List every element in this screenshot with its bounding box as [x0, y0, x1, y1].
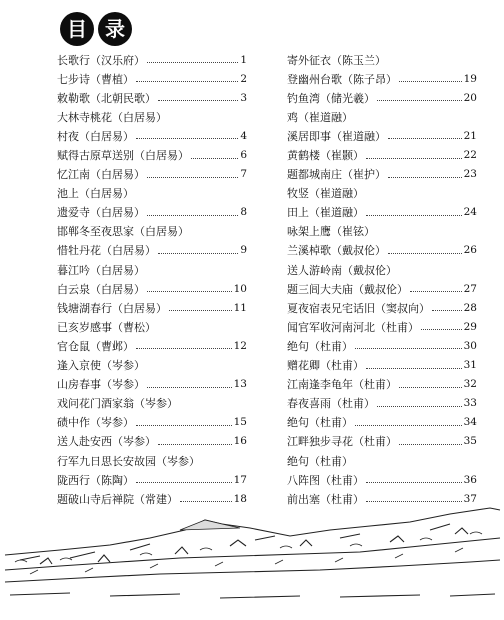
- toc-entry-title: 登幽州台歌（陈子昂）: [287, 72, 397, 86]
- toc-dot-leader: [147, 177, 238, 178]
- toc-entry: [57, 50, 247, 69]
- toc-dot-leader: [355, 425, 462, 426]
- toc-entry-page: 4: [240, 129, 247, 142]
- toc-entry: [57, 356, 247, 375]
- toc-entry-title: 敕勒歌（北朝民歌）: [57, 91, 156, 105]
- toc-entry: [57, 470, 247, 489]
- toc-entry-page: 19: [463, 72, 477, 85]
- toc-dot-leader: [366, 158, 462, 159]
- toc-dot-leader: [410, 291, 462, 292]
- toc-entry: [57, 279, 247, 298]
- toc-dot-leader: [432, 310, 462, 311]
- toc-entry-title: 寄外征衣（陈玉兰）: [287, 53, 386, 67]
- toc-entry-title: 田上（崔道融）: [287, 206, 364, 220]
- toc-entry-title: 行军九日思长安故园（岑参）: [57, 454, 200, 468]
- toc-entry-title: 绝句（杜甫）: [287, 454, 353, 468]
- toc-entry-page: 36: [463, 473, 477, 486]
- toc-dot-leader: [136, 425, 232, 426]
- toc-entry-page: 37: [463, 492, 477, 505]
- toc-entry-page: 3: [240, 91, 247, 104]
- toc-entry-title: 遗爱寺（白居易）: [57, 206, 145, 220]
- toc-entry: [287, 317, 477, 336]
- toc-entry: [287, 470, 477, 489]
- toc-entry: [287, 203, 477, 222]
- toc-entry: [57, 184, 247, 203]
- toc-column-left: [57, 50, 247, 508]
- toc-entry-title: 已亥岁感事（曹松）: [57, 320, 156, 334]
- toc-entry-title: 戏问花门酒家翁（岑参）: [57, 397, 178, 411]
- toc-entry-title: 赠花卿（杜甫）: [287, 359, 364, 373]
- toc-entry-title: 逢入京使（岑参）: [57, 359, 145, 373]
- toc-dot-leader: [147, 215, 238, 216]
- toc-entry: [287, 88, 477, 107]
- toc-entry-title: 江南逢李龟年（杜甫）: [287, 378, 397, 392]
- toc-entry-page: 31: [463, 359, 477, 372]
- toc-entry-title: 溪居即事（崔道融）: [287, 129, 386, 143]
- toc-entry: [287, 165, 477, 184]
- toc-entry-title: 忆江南（白居易）: [57, 168, 145, 182]
- toc-entry-page: 30: [463, 339, 477, 352]
- toc-entry-page: 33: [463, 397, 477, 410]
- heading-char-lu: 录: [98, 12, 132, 46]
- toc-dot-leader: [136, 81, 238, 82]
- toc-entry: [287, 413, 477, 432]
- toc-entry: [57, 413, 247, 432]
- toc-entry: [287, 356, 477, 375]
- toc-entry-page: 15: [233, 416, 247, 429]
- toc-entry-page: 34: [463, 416, 477, 429]
- toc-entry-page: 8: [240, 206, 247, 219]
- toc-entry-page: 32: [463, 378, 477, 391]
- toc-dot-leader: [366, 215, 462, 216]
- toc-entry-page: 27: [463, 282, 477, 295]
- toc-entry-page: 7: [240, 168, 247, 181]
- toc-entry: [57, 165, 247, 184]
- toc-entry-page: 6: [240, 149, 247, 162]
- toc-entry: [287, 375, 477, 394]
- toc-entry: [287, 336, 477, 355]
- toc-entry-title: 题破山寺后禅院（常建）: [57, 492, 178, 506]
- toc-dot-leader: [366, 482, 462, 483]
- toc-dot-leader: [136, 348, 232, 349]
- toc-entry-title: 山房春事（岑参）: [57, 378, 145, 392]
- toc-dot-leader: [136, 482, 232, 483]
- toc-dot-leader: [366, 368, 462, 369]
- toc-heading: [60, 12, 132, 46]
- toc-entry-title: 春夜喜雨（杜甫）: [287, 397, 375, 411]
- toc-entry-title: 碛中作（岑参）: [57, 416, 134, 430]
- toc-entry-page: 10: [233, 282, 247, 295]
- toc-entry-title: 陇西行（陈陶）: [57, 473, 134, 487]
- toc-entry-page: 11: [233, 301, 247, 314]
- toc-entry-title: 八阵图（杜甫）: [287, 473, 364, 487]
- toc-entry-title: 赋得古原草送别（白居易）: [57, 149, 189, 163]
- toc-entry: [57, 145, 247, 164]
- toc-entry: [57, 222, 247, 241]
- toc-entry: [57, 317, 247, 336]
- toc-entry-page: 29: [463, 320, 477, 333]
- toc-entry: [287, 50, 477, 69]
- toc-dot-leader: [169, 310, 232, 311]
- toc-dot-leader: [147, 62, 238, 63]
- toc-entry: [287, 107, 477, 126]
- toc-dot-leader: [388, 138, 462, 139]
- toc-entry-title: 夏夜宿表兄宅话旧（窦叔向）: [287, 301, 430, 315]
- toc-entry-title: 题三闾大夫庙（戴叔伦）: [287, 282, 408, 296]
- toc-entry: [57, 69, 247, 88]
- toc-entry-title: 钓鱼湾（储光羲）: [287, 91, 375, 105]
- toc-entry-title: 鸡（崔道融）: [287, 110, 353, 124]
- toc-entry-page: 1: [240, 53, 247, 66]
- toc-entry-title: 咏架上鹰（崔铉）: [287, 225, 375, 239]
- toc-entry-title: 江畔独步寻花（杜甫）: [287, 435, 397, 449]
- toc-entry-page: 21: [463, 129, 477, 142]
- toc-entry-title: 送人游岭南（戴叔伦）: [287, 263, 397, 277]
- toc-entry: [57, 88, 247, 107]
- toc-entry-title: 村夜（白居易）: [57, 129, 134, 143]
- toc-entry: [287, 184, 477, 203]
- toc-entry-title: 惜牡丹花（白居易）: [57, 244, 156, 258]
- toc-entry-title: 牧竖（崔道融）: [287, 187, 364, 201]
- toc-entry: [57, 432, 247, 451]
- toc-dot-leader: [158, 100, 238, 101]
- toc-entry: [57, 260, 247, 279]
- toc-entry-title: 七步诗（曹植）: [57, 72, 134, 86]
- toc-dot-leader: [377, 406, 462, 407]
- toc-dot-leader: [377, 100, 462, 101]
- toc-entry: [287, 145, 477, 164]
- toc-dot-leader: [136, 138, 238, 139]
- toc-entry: [57, 451, 247, 470]
- toc-entry-title: 白云泉（白居易）: [57, 282, 145, 296]
- toc-dot-leader: [421, 329, 462, 330]
- toc-entry: [287, 69, 477, 88]
- heading-char-mu: 目: [60, 12, 94, 46]
- toc-entry: [287, 222, 477, 241]
- toc-dot-leader: [399, 444, 462, 445]
- toc-entry-page: 35: [463, 435, 477, 448]
- toc-entry: [287, 126, 477, 145]
- toc-dot-leader: [388, 253, 462, 254]
- toc-entry-page: 24: [463, 206, 477, 219]
- toc-entry-title: 黄鹤楼（崔颢）: [287, 149, 364, 163]
- toc-entry-page: 13: [233, 378, 247, 391]
- toc-column-right: [287, 50, 477, 508]
- toc-entry: [287, 394, 477, 413]
- toc-entry-page: 12: [233, 339, 247, 352]
- toc-entry-page: 9: [240, 244, 247, 257]
- toc-entry-page: 28: [463, 301, 477, 314]
- toc-entry-page: 22: [463, 149, 477, 162]
- toc-entry-title: 暮江吟（白居易）: [57, 263, 145, 277]
- toc-entry: [57, 126, 247, 145]
- toc-entry-title: 绝句（杜甫）: [287, 339, 353, 353]
- toc-entry: [57, 375, 247, 394]
- toc-entry-title: 钱塘湖春行（白居易）: [57, 301, 167, 315]
- toc-dot-leader: [399, 81, 462, 82]
- toc-entry-title: 官仓鼠（曹邺）: [57, 339, 134, 353]
- toc-entry-page: 20: [463, 91, 477, 104]
- toc-entry: [287, 279, 477, 298]
- toc-dot-leader: [147, 291, 232, 292]
- toc-entry-title: 绝句（杜甫）: [287, 416, 353, 430]
- toc-entry-title: 大林寺桃花（白居易）: [57, 110, 167, 124]
- toc-entry-page: 16: [233, 435, 247, 448]
- toc-entry-title: 闻官军收河南河北（杜甫）: [287, 320, 419, 334]
- toc-entry: [57, 298, 247, 317]
- toc-entry-title: 池上（白居易）: [57, 187, 134, 201]
- toc-dot-leader: [388, 177, 462, 178]
- toc-dot-leader: [147, 387, 232, 388]
- toc-dot-leader: [158, 253, 238, 254]
- toc-entry-page: 23: [463, 168, 477, 181]
- toc-entry: [57, 394, 247, 413]
- toc-entry: [57, 336, 247, 355]
- toc-entry: [287, 298, 477, 317]
- toc-entry: [57, 203, 247, 222]
- toc-entry: [287, 260, 477, 279]
- toc-entry-title: 兰溪棹歌（戴叔伦）: [287, 244, 386, 258]
- toc-entry-page: 17: [233, 473, 247, 486]
- toc-dot-leader: [191, 158, 238, 159]
- toc-entry: [287, 451, 477, 470]
- toc-dot-leader: [158, 444, 232, 445]
- toc-entry-title: 前出塞（杜甫）: [287, 492, 364, 506]
- toc-entry-title: 送人赴安西（岑参）: [57, 435, 156, 449]
- landscape-illustration: [0, 500, 504, 610]
- toc-entry: [287, 241, 477, 260]
- toc-entry-title: 题都城南庄（崔护）: [287, 168, 386, 182]
- toc-entry-page: 2: [240, 72, 247, 85]
- toc-entry: [57, 241, 247, 260]
- toc-entry-page: 18: [233, 492, 247, 505]
- toc-dot-leader: [355, 348, 462, 349]
- toc-entry-title: 长歌行（汉乐府）: [57, 53, 145, 67]
- toc-dot-leader: [399, 387, 462, 388]
- toc-entry: [287, 432, 477, 451]
- toc-entry-page: 26: [463, 244, 477, 257]
- toc-entry: [57, 107, 247, 126]
- toc-entry-title: 邯郸冬至夜思家（白居易）: [57, 225, 189, 239]
